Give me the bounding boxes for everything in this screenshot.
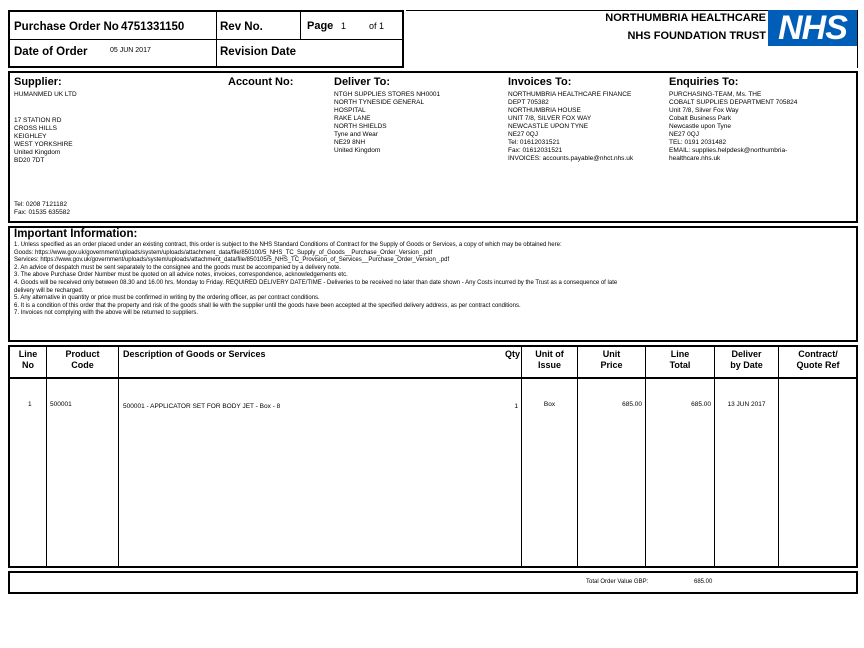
invoices-to-address: NORTHUMBRIA HEALTHCARE FINANCE DEPT 705382 NORTHUMBRIA HOUSE UNIT 7/8, SILVER FOX WAY NEWCASTLE UPON TYNE NE27 0QJ Tel: 01612031521 Fax: 01612031521 INVOICES: accounts.payable@nhct.nhs.uk <box>508 91 634 162</box>
date-of-order-label: Date of Order <box>14 46 88 58</box>
supplier-address: 17 STATION RD CROSS HILLS KEIGHLEY WEST YORKSHIRE United Kingdom BD20 7DT <box>14 117 73 164</box>
page-label: Page <box>307 20 334 32</box>
po-header-page-divider <box>300 11 301 39</box>
important-info-text: 1. Unless specified as an order placed under an existing contract, this order is subject to the NHS Standard Conditions of Contract for the Supply of Goods or Services, a copy of which may be obtained here: Goods: https://www.gov.uk/government/uploads/system/uploads/attachment_data/file/850100/5_NHS_TC_Supply_of_Goods__Purchase_Order_Version_.pdf Services: https://www.gov.uk/government/uploads/system/uploads/attachment_data/file/850105/5_NHS_TC_Provision_of_Services__Purchase_Order_Version_.pdf 2. An advice of despatch must be sent separately to the consignee and the goods must be accompanied by a delivery note. 3. The above Purchase Order Number must be quoted on all advice notes, invoices, correspondence, acknowledgements etc. 4. Goods will be received only between 08.30 and 16.00 hrs. Monday to Friday. REQUIRED DELIVERY DATE/TIME - Deliveries to be received no later than date shown - Any Costs incurred by the Trust as a consequence of late delivery will be recharged. 5. Any alternative in quantity or price must be confirmed in writing by the ordering officer, as per contract conditions. 6. It is a condition of this order that the property and risk of the goods shall lie with the supplier until the goods have been accepted at the specified delivery address, as per contract conditions. 7. Invoices not complying with the above will be returned to suppliers. <box>14 242 618 317</box>
important-info-label: Important Information: <box>14 228 138 240</box>
col-header-deliver-by: Deliver by Date <box>730 349 763 370</box>
col-divider-6 <box>714 346 715 567</box>
po-number-label: Purchase Order No <box>14 21 119 33</box>
po-header-col-divider <box>216 11 217 67</box>
po-header-divider <box>9 39 403 40</box>
order-total-box <box>8 571 858 594</box>
col-header-contract-ref: Contract/ Quote Ref <box>796 349 840 370</box>
row-unit: Box <box>543 401 556 408</box>
account-no-label: Account No: <box>228 76 294 88</box>
po-number: 4751331150 <box>121 21 185 33</box>
col-divider-4 <box>577 346 578 567</box>
row-line-total: 685.00 <box>691 401 711 408</box>
col-header-qty: Qty <box>504 349 520 359</box>
col-header-product-code: Product Code <box>65 349 100 370</box>
row-unit-price: 685.00 <box>622 401 642 408</box>
col-divider-5 <box>645 346 646 567</box>
org-name-line1: NORTHUMBRIA HEALTHCARE <box>605 12 766 24</box>
col-header-unit-of-issue: Unit of Issue <box>535 349 564 370</box>
rev-no-label: Rev No. <box>220 21 263 33</box>
col-divider-7 <box>778 346 779 567</box>
invoices-to-label: Invoices To: <box>508 76 572 88</box>
col-header-description: Description of Goods or Services <box>123 349 266 359</box>
deliver-to-label: Deliver To: <box>334 76 391 88</box>
col-header-line-total: Line Total <box>669 349 691 370</box>
order-total-value: 685.00 <box>694 579 713 585</box>
org-name-line2: NHS FOUNDATION TRUST <box>627 30 766 42</box>
deliver-to-address: NTGH SUPPLIES STORES NH0001 NORTH TYNESIDE GENERAL HOSPITAL RAKE LANE NORTH SHIELDS Tyne and Wear NE29 8NH United Kingdom <box>334 91 441 154</box>
supplier-label: Supplier: <box>14 76 62 88</box>
revision-date-label: Revision Date <box>220 46 297 58</box>
col-header-line-no: Line No <box>18 349 38 370</box>
supplier-fax: Fax: 01535 635582 <box>14 209 71 216</box>
supplier-name: HUMANMED UK LTD <box>14 91 77 98</box>
row-description: 500001 - APPLICATOR SET FOR BODY JET - Box - 8 <box>123 403 281 410</box>
row-line-no: 1 <box>28 401 32 408</box>
row-product-code: 500001 <box>50 401 72 408</box>
nhs-logo: NHS <box>768 10 857 46</box>
page-of: of 1 <box>369 21 385 31</box>
table-header-rule <box>9 377 857 379</box>
order-total-label: Total Order Value GBP: <box>586 579 649 585</box>
col-header-unit-price: Unit Price <box>600 349 623 370</box>
date-of-order-value: 05 JUN 2017 <box>110 47 151 54</box>
supplier-tel: Tel: 0208 7121182 <box>14 201 68 208</box>
col-divider-1 <box>46 346 47 567</box>
row-deliver-by: 13 JUN 2017 <box>727 401 766 408</box>
col-divider-3 <box>521 346 522 567</box>
col-divider-2 <box>118 346 119 567</box>
page-number: 1 <box>341 21 347 31</box>
enquiries-to-label: Enquiries To: <box>669 76 739 88</box>
row-qty: 1 <box>514 403 518 410</box>
enquiries-to-address: PURCHASING-TEAM, Ms. THE COBALT SUPPLIES DEPARTMENT 705824 Unit 7/8, Silver Fox Way Cobalt Business Park Newcastle upon Tyne NE27 0QJ TEL: 0191 2031482 EMAIL: supplies.helpdesk@northumbria- healthcare.nhs.uk <box>669 91 798 162</box>
